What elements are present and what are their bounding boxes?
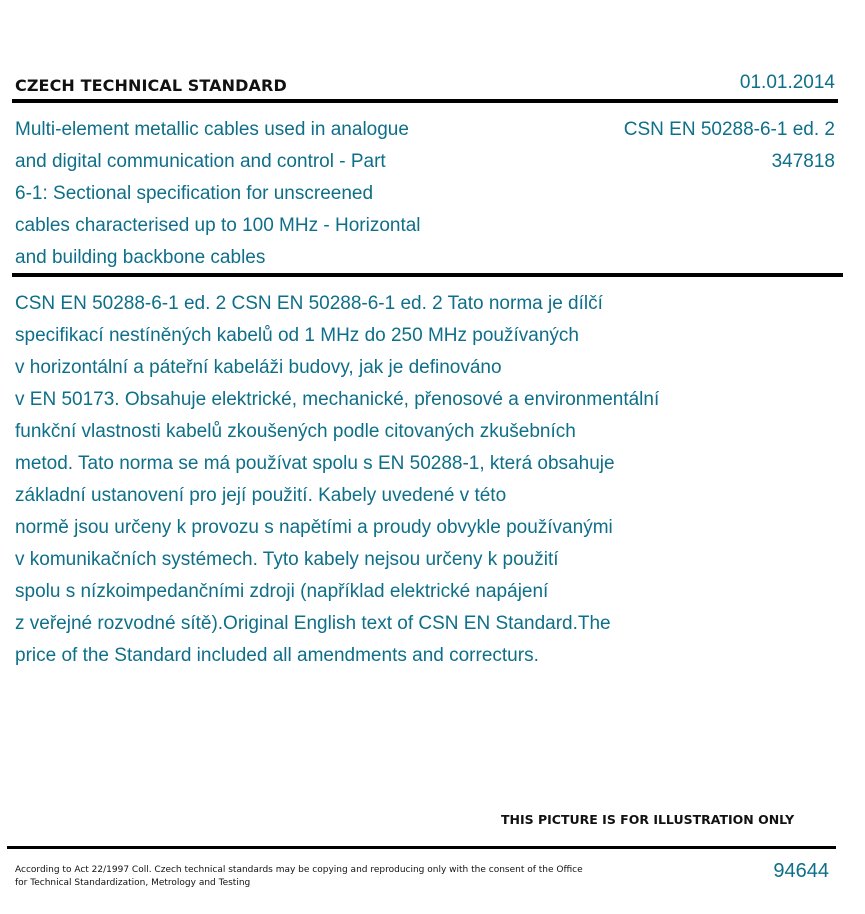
title-line: and digital communication and control - Part — [15, 151, 386, 172]
body-line: specifikací nestíněných kabelů od 1 MHz do 250 MHz používaných — [15, 325, 579, 346]
body-line: v horizontální a páteřní kabeláži budovy, jak je definováno — [15, 357, 502, 378]
body-line: funkční vlastnosti kabelů zkoušených podle citovaných zkušebních — [15, 421, 576, 442]
standard-identifiers — [624, 114, 835, 178]
catalog-number: 347818 — [771, 151, 835, 172]
legal-notice — [15, 864, 595, 890]
legal-notice-line: According to Act 22/1997 Coll. Czech technical standards may be copying and reproducing only with the consent of the Office — [15, 865, 583, 875]
title-line: 6-1: Sectional specification for unscreened — [15, 183, 374, 204]
standard-code: CSN EN 50288-6-1 ed. 2 — [623, 119, 835, 140]
header-divider — [12, 99, 838, 103]
title-line: Multi-element metallic cables used in analogue — [15, 119, 409, 140]
footer-divider — [7, 846, 836, 849]
body-line: normě jsou určeny k provozu s napětími a proudy obvykle používanými — [15, 517, 613, 538]
standard-description — [15, 288, 835, 672]
body-line: z veřejné rozvodné sítě).Original English text of CSN EN Standard.The — [15, 613, 611, 634]
document-id: 94644 — [773, 860, 829, 882]
body-line: price of the Standard included all amendments and correcturs. — [15, 645, 539, 666]
illustration-disclaimer: THIS PICTURE IS FOR ILLUSTRATION ONLY — [501, 812, 795, 827]
body-line: v EN 50173. Obsahuje elektrické, mechanické, přenosové a environmentální — [15, 389, 660, 410]
document-type-label: CZECH TECHNICAL STANDARD — [15, 76, 287, 95]
body-line: v komunikačních systémech. Tyto kabely nejsou určeny k použití — [15, 549, 559, 570]
title-divider — [12, 273, 843, 277]
title-line: and building backbone cables — [15, 247, 266, 268]
body-line: CSN EN 50288-6-1 ed. 2 CSN EN 50288-6-1 ed. 2 Tato norma je dílčí — [15, 293, 603, 314]
body-line: metod. Tato norma se má používat spolu s EN 50288-1, která obsahuje — [15, 453, 615, 474]
body-line: základní ustanovení pro její použití. Kabely uvedené v této — [15, 485, 507, 506]
legal-notice-line: for Technical Standardization, Metrology and Testing — [15, 878, 251, 888]
body-line: spolu s nízkoimpedančními zdroji (například elektrické napájení — [15, 581, 549, 602]
title-line: cables characterised up to 100 MHz - Horizontal — [15, 215, 421, 236]
standard-title — [15, 114, 485, 274]
issue-date: 01.01.2014 — [739, 72, 835, 93]
